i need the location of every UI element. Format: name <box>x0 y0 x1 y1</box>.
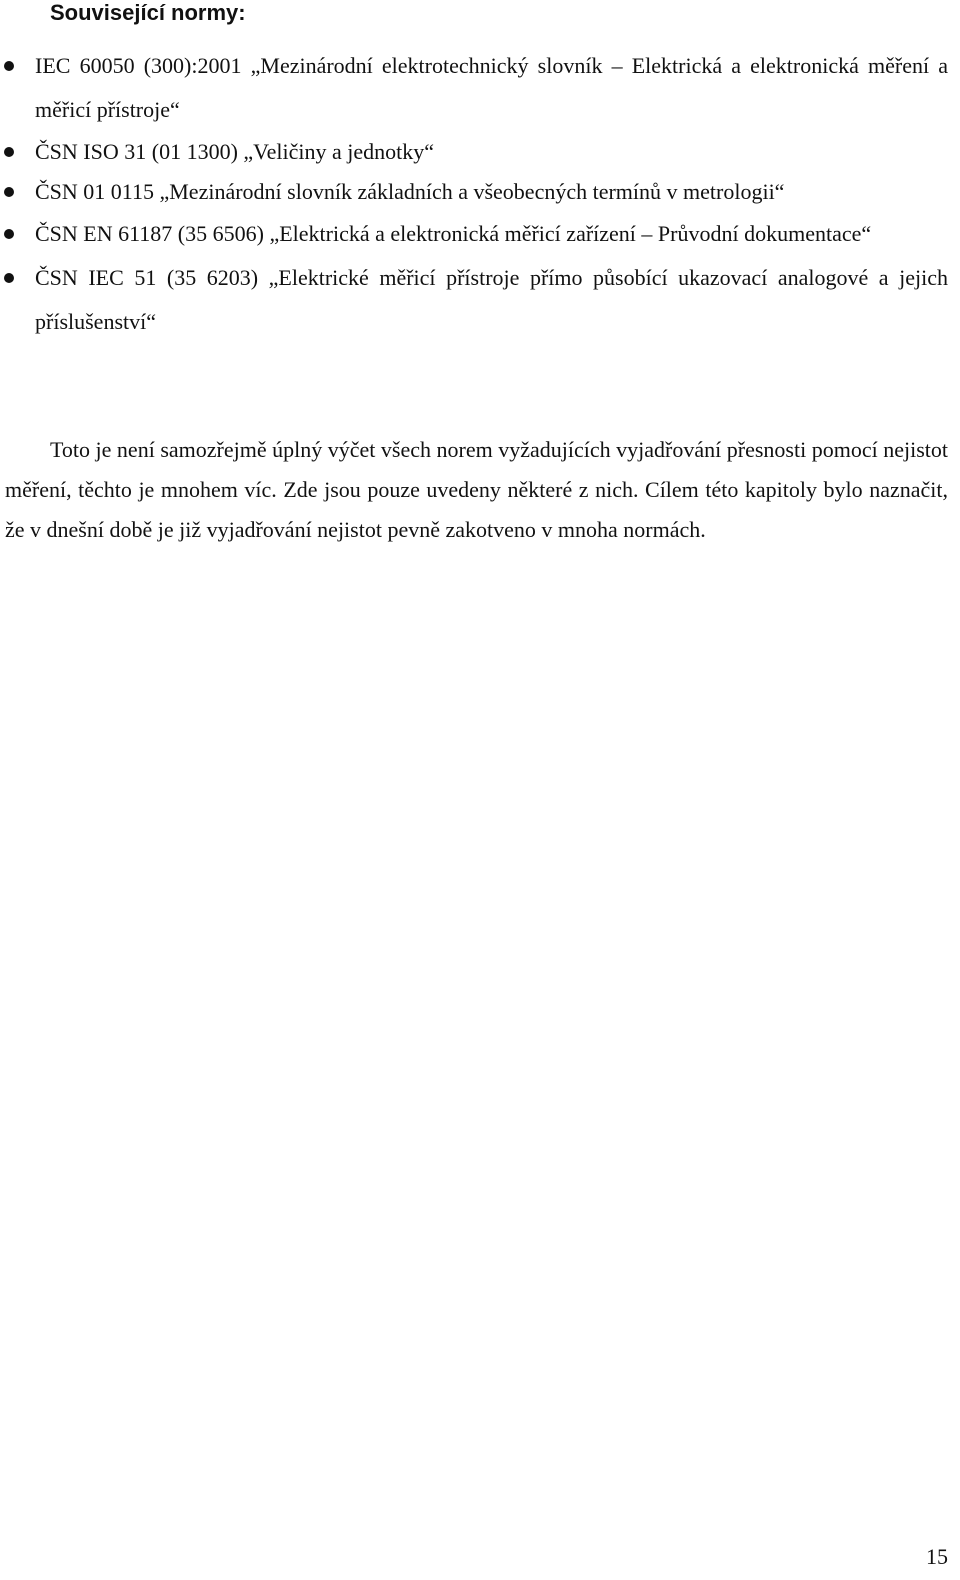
list-item <box>0 172 948 212</box>
body-paragraph: Toto je není samozřejmě úplný výčet všech norem vyžadujících vyjadřování přesnosti pomocí nejistot měření, těchto je mnohem víc. Zde jsou pouze uvedeny některé z nich. Cílem této kapitoly bylo naznačit, že v dnešní době je již vyjadřování nejistot pevně zakotveno v mnoha normách. <box>5 437 948 542</box>
bullet-icon <box>4 61 14 71</box>
list-item <box>0 132 948 172</box>
norm-text: ČSN IEC 51 (35 6203) „Elektrické měřicí přístroje přímo působící ukazovací analogové a jejich příslušenství“ <box>35 265 948 334</box>
norm-text: IEC 60050 (300):2001 „Mezinárodní elektrotechnický slovník – Elektrická a elektronická měření a měřicí přístroje“ <box>35 53 948 122</box>
bullet-icon <box>4 273 14 283</box>
bullet-icon <box>4 229 14 239</box>
bullet-icon <box>4 187 14 197</box>
norm-text: ČSN ISO 31 (01 1300) „Veličiny a jednotky“ <box>35 139 434 164</box>
bullet-icon <box>4 147 14 157</box>
norm-text: ČSN 01 0115 „Mezinárodní slovník základních a všeobecných termínů v metrologii“ <box>35 179 785 204</box>
list-item <box>0 256 948 344</box>
page-number: 15 <box>926 1544 948 1569</box>
norm-text: ČSN EN 61187 (35 6506) „Elektrická a elektronická měřicí zařízení – Průvodní dokumentace“ <box>35 221 872 246</box>
list-item <box>0 44 948 132</box>
norms-list <box>0 44 948 344</box>
section-heading: Související normy: <box>50 0 246 25</box>
list-item <box>0 212 948 256</box>
